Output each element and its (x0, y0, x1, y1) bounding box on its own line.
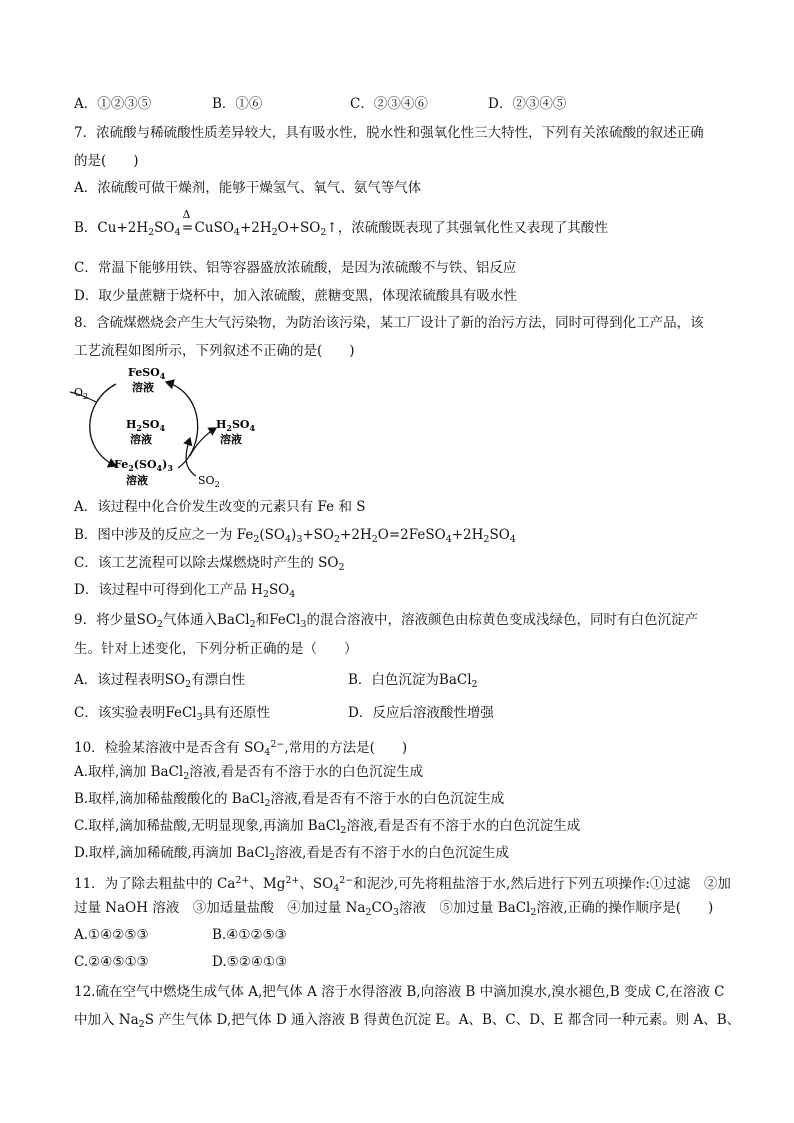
text: 溶液,正确的操作顺序是( ) (536, 900, 714, 916)
q7-option-b: B．$Cu+2H_2SO_4$ Δ $=CuSO_4+2H_2O+SO_2↑$，浓硫酸既表现了其强氧化性又表现了其酸性 (74, 218, 608, 243)
eq-part: +2H (451, 527, 484, 543)
sup: 2− (339, 875, 354, 886)
q12-stem-line1: 12.硫在空气中燃烧生成气体 A,把气体 A 溶于水得溶液 B,向溶液 B 中滴加溴水,溴水褪色,B 变成 C,在溶液 C (74, 984, 725, 1000)
text: D.取样,滴加稀硫酸,再滴加 BaCl (74, 845, 270, 861)
q10-option-c (74, 816, 580, 841)
q9-option-a (74, 670, 245, 695)
eq-part: +SO (302, 527, 334, 543)
formula: FeCl (269, 612, 301, 628)
label-feso4: FeSO$_4$ (128, 366, 166, 381)
q8-stem-line1: 8．含硫煤燃烧会产生大气污染物，为防治该污染，某工厂设计了新的治污方法，同时可得到化工产品，该 (74, 315, 704, 331)
formula: FeCl (165, 705, 197, 721)
text: 10．检验某溶液中是否含有 SO (74, 740, 265, 756)
q8-option-d: D．该过程中可得到化工产品 $H_2SO_4$ (74, 582, 296, 600)
sup: 2− (270, 739, 285, 750)
q11-stem-line1 (74, 871, 731, 899)
sub: 2 (148, 227, 155, 238)
eq-part: (SO (259, 527, 285, 543)
text: 溶液,看是否有不溶于水的白色沉淀生成 (275, 845, 509, 861)
sub: 2 (340, 825, 347, 836)
sub: 4 (233, 227, 240, 238)
sub: 4 (289, 589, 296, 600)
q10-option-a (74, 762, 423, 787)
sub: 3 (392, 907, 399, 918)
q9-option-d: D．反应后溶液酸性增强 (348, 705, 494, 721)
q9-option-c (74, 703, 270, 728)
sub: 4 (445, 534, 452, 545)
q7-option-a: A．浓硫酸可做干燥剂，能够干燥氢气、氧气、氨气等气体 (74, 180, 422, 196)
q7-b-text: ，浓硫酸既表现了其强氧化性又表现了其酸性 (337, 220, 608, 236)
sub: 2 (320, 227, 327, 238)
sub: 2 (271, 227, 278, 238)
sub: 2 (138, 1019, 145, 1030)
q9-option-b (348, 670, 478, 695)
formula: BaCl (438, 672, 472, 688)
eq-part: +2H (340, 527, 372, 543)
q6-option-c: C．②③④⑥ (350, 96, 428, 112)
sub: 2 (185, 679, 192, 690)
sub: 2 (264, 798, 271, 809)
q10-option-b (74, 789, 504, 814)
q8-b-text: B．图中涉及的反应之一为 Fe (74, 527, 254, 543)
q10-option-d (74, 843, 509, 868)
q6-option-a: A．①②③⑤ (74, 96, 152, 112)
q7-b-label: B． (74, 220, 98, 236)
h2so4-output-arrow (190, 428, 216, 456)
label-fe2so43: $Fe_2(SO_4)_3$ (114, 458, 173, 473)
text: 过量 NaOH 溶液 ③加适量盐酸 ④加过量 Na (74, 900, 366, 916)
sub: 2 (365, 907, 372, 918)
text: 9．将少量 (74, 612, 137, 628)
text: 、Mg (249, 876, 286, 892)
eq-part: SO (489, 527, 510, 543)
q8-option-c (74, 553, 344, 578)
sub: 2 (338, 562, 345, 573)
formula: BaCl (216, 612, 250, 628)
q10-stem (74, 735, 407, 763)
text: 气体通入 (162, 612, 217, 628)
sub: 2 (262, 589, 269, 600)
q8-option-b (74, 525, 516, 550)
q7-b-eq-end: O+SO (277, 220, 321, 236)
q8-stem-line2: 工艺流程如图所示，下列叙述不正确的是( ) (74, 343, 355, 359)
heat-condition: Δ = (181, 218, 195, 238)
sub: 2 (371, 534, 378, 545)
eq-part: ) (291, 527, 297, 543)
sub: 4 (284, 534, 292, 545)
q7-b-eq-right: CuSO (194, 220, 234, 236)
sup: 2+ (235, 875, 250, 886)
q6-option-b: B．①⑥ (212, 96, 263, 112)
sub: 4 (174, 227, 181, 238)
text: 具有还原性 (202, 705, 271, 721)
sub: 2 (471, 679, 478, 690)
sub: 2 (183, 771, 190, 782)
sub: 2 (249, 619, 256, 630)
label-o2: $O_2$ (74, 386, 89, 401)
sub: 3 (300, 619, 307, 630)
q11-option-a: A.①④②⑤③ (74, 927, 149, 943)
label-h2so4-inner: $H_2SO_4$ (126, 418, 166, 433)
text: ,常用的方法是( ) (284, 740, 408, 756)
label-fe2so43-solution: 溶液 (126, 474, 148, 487)
sub: 2 (530, 907, 537, 918)
q7-b-eq-tail: +2H (239, 220, 272, 236)
label-h2so4-outer-solution: 溶液 (220, 433, 242, 446)
sub: 2 (156, 619, 163, 630)
q11-option-d: D.⑤②④①③ (212, 954, 288, 970)
text: C．该实验表明 (74, 705, 166, 721)
eq-part: O=2FeSO (377, 527, 446, 543)
label-h2so4-inner-solution: 溶液 (130, 433, 152, 446)
q7-stem-line1: 7．浓硫酸与稀硫酸性质差异较大，具有吸水性，脱水性和强氧化性三大特性，下列有关浓硫酸的叙述正确 (74, 125, 704, 141)
q11-option-b: B.④①②⑤③ (212, 927, 287, 943)
sub: 3 (196, 712, 203, 723)
q11-stem-line2: 过量 NaOH 溶液 ③加适量盐酸 ④加过量 $Na_2CO_3$溶液 ⑤加过量 BaCl$_2$溶液,正确的操作顺序是( ) (74, 900, 714, 918)
sub: 4 (509, 534, 516, 545)
q7-option-d: D．取少量蔗糖于烧杯中，加入浓硫酸，蔗糖变黑，体现浓硫酸具有吸水性 (74, 288, 517, 304)
sub: 4 (333, 883, 340, 894)
text: B.取样,滴加稀盐酸酸化的 BaCl (74, 791, 265, 807)
text: 和 (255, 612, 270, 628)
q6-option-d: D．②③④⑤ (488, 96, 567, 112)
text: C.取样,滴加稀盐酸,无明显现象,再滴加 BaCl (74, 818, 341, 834)
arc-right-arrow (166, 382, 198, 468)
text: S 产生气体 D,把气体 D 通入溶液 B 得黄色沉淀 E。A、B、C、D、E 都含同一种元素。则 A、B、 (144, 1012, 741, 1028)
heat-symbol: Δ (182, 208, 191, 221)
label-so2: $SO_2$ (198, 474, 220, 489)
text: 溶液,看是否有不溶于水的白色沉淀生成 (270, 791, 505, 807)
text: 溶液,看是否有不溶于水的白色沉淀生成 (189, 764, 424, 780)
q7-b-eq: Cu+2H (97, 220, 149, 236)
sub: 4 (264, 747, 271, 758)
sup: 2+ (285, 875, 300, 886)
q8-option-a: A．该过程中化合价发生改变的元素只有 Fe 和 S (74, 499, 366, 515)
label-h2so4-outer: $H_2SO_4$ (216, 418, 256, 433)
sub: 2 (253, 534, 260, 545)
sub: 2 (334, 534, 341, 545)
q12-stem-line2 (74, 1010, 740, 1035)
text: 有漂白性 (191, 672, 246, 688)
sub: 2 (269, 852, 276, 863)
text: 的混合溶液中，溶液颜色由棕黄色变成浅绿色，同时有白色沉淀产 (306, 612, 698, 628)
text: A.取样,滴加 BaCl (74, 764, 184, 780)
sub: 2 (483, 534, 490, 545)
q7-stem-line2: 的是( ) (74, 153, 139, 169)
text: 中加入 Na (74, 1012, 139, 1028)
text: 溶液 ⑤加过量 BaCl (398, 900, 531, 916)
formula: SO (136, 612, 157, 628)
q8-d-text: D．该过程中可得到化工产品 H (74, 582, 263, 598)
label-feso4-solution: 溶液 (132, 381, 154, 394)
sulfur-cycle-diagram (66, 364, 266, 492)
text: A．该过程表明 (74, 672, 165, 688)
q11-option-c: C.②④⑤①③ (74, 954, 149, 970)
text: B．白色沉淀为 (348, 672, 439, 688)
sub: 3 (296, 534, 303, 545)
q9-stem-line2: 生。针对上述变化，下列分析正确的是（ ） (74, 641, 358, 657)
formula: SO (164, 672, 186, 688)
text: 、SO (299, 876, 334, 892)
q8-c-text: C．该工艺流程可以除去煤燃烧时产生的 SO (74, 555, 339, 571)
text: 11．为了除去粗盐中的 Ca (74, 876, 236, 892)
text: 和泥沙,可先将粗盐溶于水,然后进行下列五项操作:①过滤 ②加 (353, 876, 731, 892)
q9-stem-line1 (74, 610, 698, 635)
q7-option-c: C．常温下能够用铁、铝等容器盛放浓硫酸，是因为浓硫酸不与铁、铝反应 (74, 260, 517, 276)
text: 溶液,看是否有不溶于水的白色沉淀生成 (346, 818, 581, 834)
arc-left-arrow (90, 384, 116, 466)
